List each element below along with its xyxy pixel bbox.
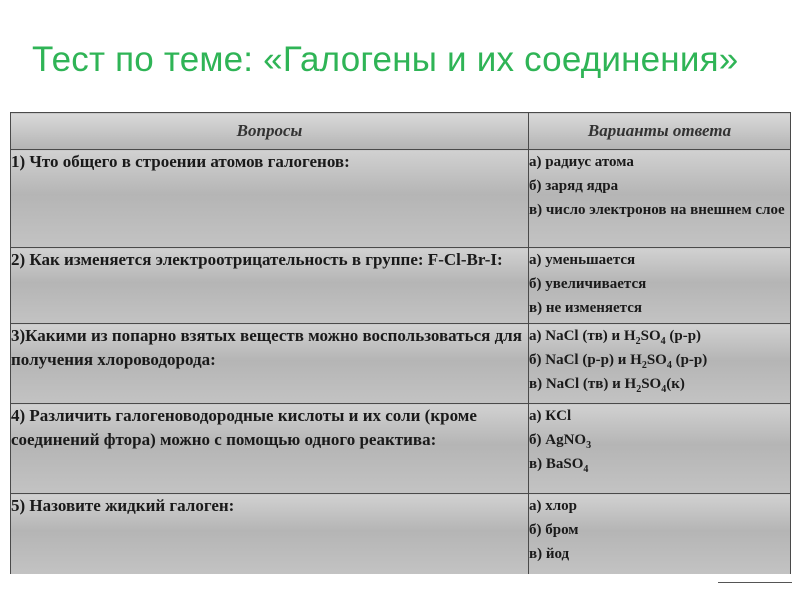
slide-title: Тест по теме: «Галогены и их соединения» (32, 40, 739, 79)
table-row (11, 494, 791, 574)
answer-option: а) КCl (529, 408, 572, 424)
question-text: 3)Какими из попарно взятых веществ можно воспользоваться для получения хлороводорода: (11, 324, 529, 404)
test-table (10, 112, 791, 574)
answer-option: б) бром (529, 522, 579, 538)
answer-options (529, 248, 791, 324)
table-row (11, 324, 791, 404)
answer-option: а) NaCl (тв) и $H_2SO_4$ (р-р) (529, 328, 702, 347)
answer-option: б) увеличивается (529, 276, 647, 292)
question-text: 2) Как изменяется электроотрицательность в группе: F-Cl-Br-I: (11, 248, 529, 324)
table-row (11, 248, 791, 324)
answer-option: б) NaCl (р-р) и $H_2SO_4$ (р-р) (529, 352, 708, 371)
answer-options (529, 150, 791, 248)
answer-option: б) AgNO$_3$ (529, 432, 592, 451)
answer-options (529, 324, 791, 404)
answer-option: в) йод (529, 546, 570, 562)
answer-option: в) число электронов на внешнем слое (529, 202, 785, 218)
answer-option: а) радиус атома (529, 154, 634, 170)
answer-option: в) не изменяется (529, 300, 642, 316)
answer-option: а) уменьшается (529, 252, 636, 268)
table-header-row (11, 113, 791, 150)
answer-options (529, 404, 791, 494)
answer-options (529, 494, 791, 574)
question-text: 1) Что общего в строении атомов галогенов: (11, 150, 529, 248)
answer-option: в) BaSO$_4$ (529, 456, 589, 475)
header-answers: Варианты ответа (529, 113, 791, 150)
answer-option: в) NaCl (тв) и $H_2SO_4(к)$ (529, 376, 685, 395)
answer-option: б) заряд ядра (529, 178, 619, 194)
header-questions: Вопросы (11, 113, 529, 150)
answer-option: а) хлор (529, 498, 578, 514)
question-text: 5) Назовите жидкий галоген: (11, 494, 529, 574)
divider (718, 582, 792, 583)
question-text: 4) Различить галогеноводородные кислоты и их соли (кроме соединений фтора) можно с помощью одного реактива: (11, 404, 529, 494)
table-row (11, 404, 791, 494)
table-row (11, 150, 791, 248)
